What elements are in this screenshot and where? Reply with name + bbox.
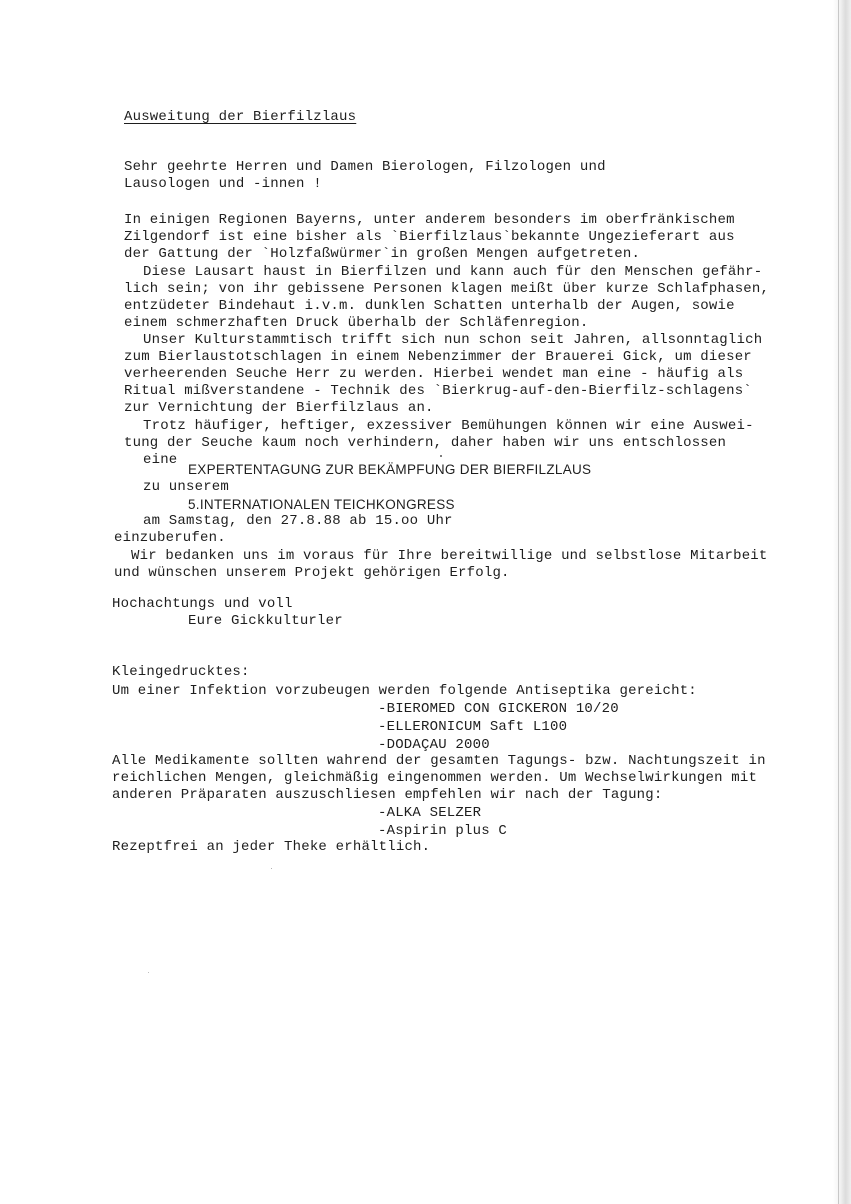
body-line: Trotz häufiger, heftiger, exzessiver Bemühungen können wir eine Auswei- [143,418,754,434]
after-item: -ALKA SELZER [378,805,482,821]
body-line: lich sein; von ihr gebissene Personen klagen meißt über kurze Schlafphasen, [124,281,770,297]
ink-speck [271,868,272,869]
body-line: einem schmerzhaften Druck überhalb der Schläfenregion. [124,315,589,331]
antiseptika-item: -BIEROMED CON GICKERON 10/20 [378,701,619,717]
fine-print-line: anderen Präparaten auszuschliesen empfehlen wir nach der Tagung: [112,787,663,803]
fine-print-line: reichlichen Mengen, gleichmäßig eingenommen werden. Um Wechselwirkungen mit [112,770,758,786]
body-line: verheerenden Seuche Herr zu werden. Hierbei wendet man eine - häufig als [124,366,744,382]
greeting-line: Sehr geehrte Herren und Damen Bierologen, Filzologen und [124,159,606,175]
ink-speck [148,972,149,973]
signature: Eure Gickkulturler [188,613,343,629]
invitation-zu-unserem: zu unserem [143,479,230,495]
antiseptika-item: -ELLERONICUM Saft L100 [378,719,568,735]
closing-line: Hochachtungs und voll [112,596,293,612]
congress-title: 5.INTERNATIONALEN TEICHKONGRESS [188,497,455,512]
event-date: am Samstag, den 27.8.88 ab 15.oo Uhr [143,513,453,529]
after-item: -Aspirin plus C [378,823,508,839]
invitation-call: einzuberufen. [114,530,226,546]
body-line: zum Bierlaustotschlagen in einem Nebenzimmer der Brauerei Gick, um dieser [124,349,752,365]
thanks-line: und wünschen unserem Projekt gehörigen Erfolg. [114,565,510,581]
body-line: Unser Kulturstammtisch trifft sich nun schon seit Jahren, allsonntaglich [143,332,763,348]
body-line: Ritual mißverstandene - Technik des `Bierkrug-auf-den-Bierfilz-schlagens` [124,383,752,399]
event-title: EXPERTENTAGUNG ZUR BEKÄMPFUNG DER BIERFILZLAUS [188,462,592,477]
document-title: Ausweitung der Bierfilzlaus [124,109,357,125]
scan-edge-line [838,0,839,1204]
body-line: Diese Lausart haust in Bierfilzen und kann auch für den Menschen gefähr- [143,264,763,280]
body-line: tung der Seuche kaum noch verhindern, daher haben wir uns entschlossen [124,435,727,451]
invitation-eine: eine [143,452,178,468]
body-line: Zilgendorf ist eine bisher als `Bierfilzlaus`bekannte Ungezieferart aus [124,229,735,245]
ink-speck [440,455,442,457]
body-line: der Gattung der `Holzfaßwürmer`in großen Mengen aufgetreten. [124,246,641,262]
thanks-line: Wir bedanken uns im voraus für Ihre bereitwillige und selbstlose Mitarbeit [131,548,768,564]
body-line: In einigen Regionen Bayerns, unter anderem besonders im oberfränkischem [124,212,735,228]
antiseptika-item: -DODAÇAU 2000 [378,737,490,753]
fine-print-footer: Rezeptfrei an jeder Theke erhältlich. [112,839,431,855]
scan-edge [833,0,851,1204]
fine-print-intro: Um einer Infektion vorzubeugen werden folgende Antiseptika gereicht: [112,683,697,699]
fine-print-heading: Kleingedrucktes: [112,664,250,680]
body-line: zur Vernichtung der Bierfilzlaus an. [124,400,434,416]
fine-print-line: Alle Medikamente sollten wahrend der gesamten Tagungs- bzw. Nachtungszeit in [112,753,766,769]
body-line: entzüdeter Bindehaut i.v.m. dunklen Schatten unterhalb der Augen, sowie [124,298,735,314]
greeting-line: Lausologen und -innen ! [124,176,322,192]
